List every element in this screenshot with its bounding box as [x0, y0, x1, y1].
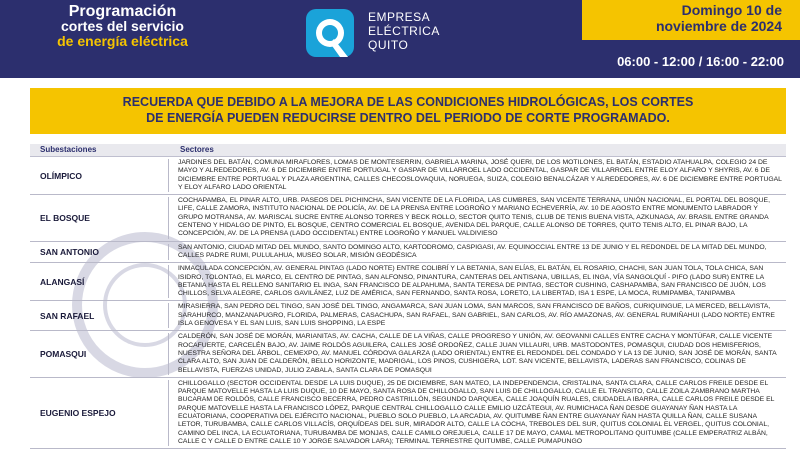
title-line-2: cortes del servicio [61, 18, 184, 34]
sector-list: SAN ANTONIO, CIUDAD MITAD DEL MUNDO, SANTO DOMINGO ALTO, KARTODROMO, CASPIGASI, AV. EQUINOCCIAL ENTRE 13 DE JUNIO Y EL REDONDEL DE LA MITAD DEL MUNDO, CALLES PADRE RUMI, PULULAHUA, MUSEO SOLAR, MISIÓN GEODÉSICA [178, 243, 767, 259]
sector-list: CALDERÓN, SAN JOSÉ DE MORÁN, MARIANITAS, AV. CACHA, CALLE DE LA VIÑAS, CALLE PROGRESO Y UNIÓN, AV. GEOVANNI CALLES ENTRE CACHA Y MONTÚFAR, CALLE VICENTE ROCAFUERTE, CARCELÉN BAJO, AV. JAIME ROLDÓS AGUILERA, CALLES JOSÉ ORDOÑEZ, CALLE JUAN VILLAURI, URB. MASTODONTES, POMASQUI, CIUDAD DOS HEMISFERIOS, NUESTRA SEÑORA DEL ÁRBOL, CEMEXPO, AV. MANUEL CÓRDOVA GALARZA (LADO ORIENTAL) ENTRE EL REDONDEL DEL CONDADO Y LA 13 DE JUNIO, SAN JOSÉ DE MORÁN, SANTA CLARA ALTO, SAN JUAN DE CALDERÓN, BELLO HORIZONTE, MADRIGAL, LOS PINOS, CUSHIGERA, LOT. SAN VICENTE, BELLAVISTA, LADERAS SAN FRANCISCO, COLINAS DE BELLAVISTA, FUERZAS UNIDAD, JULIO ZABALA, SANTA CLARA DE POMASQUI [178, 333, 777, 374]
page-title [30, 4, 215, 49]
table-header [30, 144, 786, 157]
sector-list: CHILLOGALLO (SECTOR OCCIDENTAL DESDE LA LUIS DUQUE), 25 DE DICIEMBRE, SAN MATEO, LA INDEPENDENCIA, CRISTALINA, SANTA CLARA, CALLE CARLOS FREILE DESDE EL PARQUE MATOVELLE HASTA LA LUIS DUQUE, 10 DE MAYO, SANTA ROSA DE CHILLOGALLO, SAN LUIS DE CHILLOGALLO, CALLE EL TRANSITO, CALLE ZOILA ZAMBRANO MARTHA BUCARAM DE ROLDÓS, CALLE FRANCISCO BECERRA, PEDRO CASTRILLÓN, SEGUNDO DARQUEA, CALLE JOAQUÍN RUALES, CIUDADELA IBARRA, CALLE CARLOS FREILE DESDE EL PARQUE MATOVELLE HASTA LA FRANCISCO LÓPEZ, PARQUE CENTRAL CHILLOGALLO CALLE EMILIO UZCÁTEGUI, AV. RUMICHACA ÑAN DESDE GUAYANAY ÑAN HASTA LA ECUATORIANA, COOPERATIVA DEL EJÉRCITO NACIONAL, PUEBLO SOLO PUEBLO, LA ARCADIA, AV. QUITUMBE ÑAN ENTRE GUAYANAY ÑAN HASTA QUILLA ÑAN, CALLE SUSANA LETOR, TURUBAMBA, CALLE CARLOS VILLACÍS, ORQUÍDEAS DEL SUR, MIRADOR ALTO, CALLE LA COCHA, TREBOLES DEL SUR, QUITUS COLONIAL EL VERGEL, QUITUS COLONIAL, CAMINO DEL INCA, LA ECUATORIANA, TURUBAMBA DE MONJAS, CALLE CAMILO OREJUELA, CALLE 17 DE MAYO, CAMAL METROPOLITANO QUITUMBE (CALLE EMPERATRIZ ALBÁN, CALLE C Y CALLE D ENTRE CALLE 10 Y JORGE SALVADOR LARA); TERMINAL TERRESTRE QUITUMBE, CALLE PUMAPUNGO [178, 379, 775, 445]
notice-line-2: DE ENERGÍA PUEDEN REDUCIRSE DENTRO DEL PERIODO DE CORTE PROGRAMADO. [146, 111, 670, 125]
brand-line-1: EMPRESA [368, 10, 431, 24]
substation-name: SAN RAFAEL [40, 310, 95, 321]
table-row [30, 263, 786, 301]
table-row [30, 301, 786, 331]
header-sectors: Sectores [180, 145, 214, 154]
outage-table [30, 144, 786, 449]
title-line-1: Programación [68, 3, 177, 20]
table-row [30, 378, 786, 449]
notice-line-1: RECUERDA QUE DEBIDO A LA MEJORA DE LAS CONDICIONES HIDROLÓGICAS, LOS CORTES [122, 95, 694, 109]
sector-list: COCHAPAMBA, EL PINAR ALTO, URB. PASEOS DEL PICHINCHA, SAN VICENTE DE LA FLORIDA, LAS CUMBRES, SAN VICENTE TERRANA, UNIÓN NACIONAL, EL PORTAL DEL BOSQUE, LIFE, CALLE ZAMORA, INSTITUTO NACIONAL DE POLICÍA, AV. DE LA PRENSA ENTRE LOGROÑO Y MARIANO ECHEVERRÍA, AV. 10 DE AGOSTO ENTRE MONUMENTO LABRADOR Y GRUPO MOTRANSA, AV. MARISCAL SUCRE ENTRE ALONSO TORRES Y BECK ROLLO, SECTOR QUITO TENIS, CLUB DE TENIS BUENA VISTA, AZKUNAGA, AV. BRASIL ENTRE GRANDA CENTENO Y HIDALGO DE PINTO, EL BOSQUE, CENTRO COMERCIAL EL BOSQUE, AVENIDA DEL PARQUE, CALLE ALONSO DE TORRES, QUITO TENIS ALTO, EL PINAR BAJO, LA CONCEPCIÓN, AV. DE LA PRENSA (LADO OCCIDENTAL) ENTRE LOGROÑO Y MANUEL VALDIVIESO [178, 197, 770, 238]
notice-banner [30, 88, 786, 134]
column-divider [168, 303, 169, 328]
brand-line-2: ELÉCTRICA [368, 24, 440, 38]
table-row [30, 242, 786, 264]
date-line-1: Domingo 10 de [681, 2, 782, 18]
company-brand [368, 10, 440, 52]
date-text [582, 2, 782, 34]
brand-line-3: QUITO [368, 38, 409, 52]
column-divider [168, 333, 169, 374]
cut-hours: 06:00 - 12:00 / 16:00 - 22:00 [617, 54, 784, 69]
column-divider [168, 265, 169, 298]
column-divider [168, 197, 169, 238]
substation-name: EUGENIO ESPEJO [40, 408, 116, 419]
substation-name: POMASQUI [40, 349, 87, 360]
column-divider [168, 159, 169, 192]
sector-list: JARDINES DEL BATÁN, COMUNA MIRAFLORES, LOMAS DE MONTESERRIN, GABRIELA MARINA, JOSÉ QUERI, DE LOS MOTILONES, EL BATÁN, ESTADIO ATAHUALPA, COLEGIO 24 DE MAYO Y ALREDEDORES, AV. 6 DE DICIEMBRE ENTRE PORTUGAL Y GASPAR DE VILLARROEL LADO OCCIDENTAL, GASPAR DE VILLARROEL ENTRE ELOY ALFARO Y SHYRIS, AV. 6 DE DICIEMBRE ENTRE PORTUGAL Y PLAZA ARGENTINA, CALLES CHECOSLOVAQUIA, NORUEGA, SUIZA, COLEGIO BENALCÁZAR Y ALREDEDORES, AV. 6 DE DICIEMBRE ENTRE PORTUGAL Y ELOY ALFARO LADO ORIENTAL [178, 159, 782, 191]
substation-name: ALANGASÍ [40, 276, 85, 287]
date-line-2: noviembre de 2024 [655, 18, 782, 34]
title-line-3: de energía eléctrica [57, 33, 188, 49]
sector-list: MIRASIERRA, SAN PEDRO DEL TINGO, SAN JOSÉ DEL TINGO, ANGAMARCA, SAN JUAN LOMA, SAN MARCOS, SAN FRANCISCO DE BAÑOS, CURIQUINGUE, LA MERCED, BELLAVISTA, SARAHURCO, MANZANAPUGRO, FLORIDA, PALMERAS, CASACHUPA, SAN RAFAEL, SAN GABRIEL, SAN CARLOS, AV. RÍO AMAZONAS, AV. GENERAL RUMIÑAHUI (LADO NORTE) ENTRE ISLA GENOVESA Y EL SAN LUIS, SAN LUIS SHOPPING, LA ESPE [178, 303, 775, 328]
substation-name: OLÍMPICO [40, 170, 83, 181]
substation-name: SAN ANTONIO [40, 246, 100, 257]
table-row [30, 331, 786, 377]
table-row [30, 157, 786, 195]
header-substations: Subestaciones [40, 145, 97, 154]
substation-name: EL BOSQUE [40, 212, 90, 223]
header-bar [0, 0, 800, 78]
sector-list: INMACULADA CONCEPCIÓN, AV. GENERAL PINTAG (LADO NORTE) ENTRE COLIBRÍ Y LA BETANIA, SAN ELÍAS, EL BATÁN, EL ROSARIO, CHACHI, SAN JUAN TOLA, TOLA CHICA, SAN ISIDRO, TOLONTAG, EL MARCO, EL CENTRO DE PINTAG, SAN ALFONSO, PINANTURA, CANTERAS DEL ANTISANA, UBILLAS, EL INGA, VÍA SANGOLQUÍ - PIFO (LADO SUR) ENTRE LA BETANIA HASTA EL RELLENO SANITARIO EL INGA, SAN FRANCISCO DE ALPAHUMA, SANTA TERESA DE PINTAG, SECTOR CUSHING, CASHAPAMBA, SAN FRANCISCO DE JUÓN, LOS CHILLOS, SELVA ALEGRE, CARLOS GAVILÁNEZ, LUZ DE AMÉRICA, SAN FERNANDO, SANTA ROSA, LORETO, LA LIBERTAD, ISA 1 ESPE, LA MOCA, RUMIPAMBA, TANIPAMBA [178, 265, 766, 298]
eeq-logo-icon [300, 5, 360, 65]
column-divider [168, 380, 169, 446]
date-badge [582, 0, 800, 40]
table-row [30, 195, 786, 241]
column-divider [168, 244, 169, 261]
